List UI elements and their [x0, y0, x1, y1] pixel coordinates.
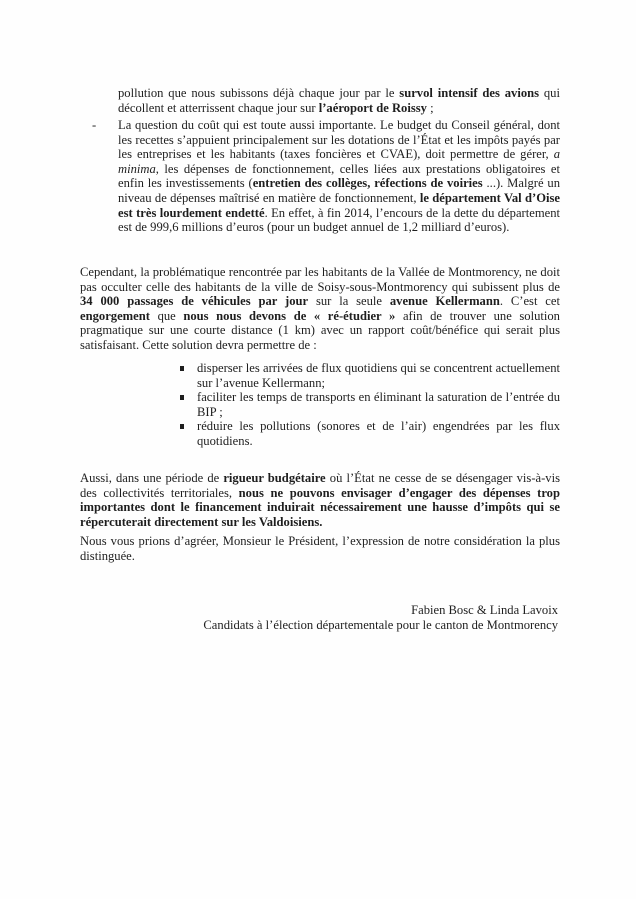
bullet-item [178, 419, 560, 448]
bold-text-run: 34 000 passages de véhicules par jour [80, 294, 309, 309]
bullet-item [178, 361, 560, 390]
bullet-item [178, 390, 560, 419]
bullet-text: disperser les arrivées de flux quotidiens qui se concentrent actuellement sur l’avenue Kellermann; [197, 361, 560, 390]
bold-text-run: entretien des collèges, réfections de voiries [252, 176, 483, 191]
bold-text-run: survol intensif des avions [399, 86, 540, 100]
text-run: qui décollent et atterrissent chaque jour sur [118, 86, 560, 115]
signature-title: Candidats à l’élection départementale pour le canton de Montmorency [203, 618, 558, 632]
bullet-text: réduire les pollutions (sonores et de l’air) engendrées par les flux quotidiens. [197, 419, 560, 448]
text-run: pollution que nous subissons déjà chaque jour par le [118, 86, 400, 100]
text-run: où l’État ne cesse de se désengager vis-à-vis des collectivités territoriales, [80, 471, 560, 500]
paragraph-budget [80, 471, 560, 529]
bold-text-run: nous ne pouvons envisager d’engager des dépenses trop importantes dont le financement induirait nécessairement une hausse d’impôts qui se répercuterait directement sur les Valdoisiens. [80, 485, 560, 529]
bold-text-run: l’aéroport de Roissy [318, 100, 427, 115]
text-run: . En effet, à fin 2014, l’encours de la dette du département est de 999,6 millions d’euros (pour un budget annuel de 1,2 milliard d’euros). [118, 205, 561, 235]
text-run: sur la seule [308, 294, 390, 309]
text-run: , les dépenses de fonctionnement, celles liées aux prestations obligatoires et enfin les investissements ( [118, 161, 560, 191]
square-bullet-icon [180, 395, 184, 400]
italic-text-run: a minima [118, 147, 560, 176]
text-run: Aussi, dans une période de [80, 471, 224, 485]
dash-item-text [118, 118, 560, 235]
bold-text-run: nous nous devons de « ré-étudier » [183, 308, 396, 323]
dash-marker: - [92, 118, 97, 132]
bullet-list [178, 361, 560, 449]
square-bullet-icon [180, 424, 184, 429]
text-run: Cependant, la problématique rencontrée par les habitants de la Vallée de Montmorency, ne doit pas occulter celle des habitants de la ville de Soisy-sous-Montmorency qui subissent plus de [80, 265, 560, 294]
continuation-text [118, 86, 560, 115]
signature-names: Fabien Bosc & Linda Lavoix [411, 603, 558, 617]
bold-text-run: le département Val d’Oise est très lourdement endetté [118, 190, 560, 220]
square-bullet-icon [180, 366, 184, 371]
bold-text-run: rigueur budgétaire [223, 471, 326, 485]
closing-formula: Nous vous prions d’agréer, Monsieur le Président, l’expression de notre considération la plus distinguée. [80, 534, 560, 563]
bold-text-run: avenue Kellermann [389, 294, 500, 309]
text-run: . C’est cet [499, 294, 560, 309]
dash-list-item [80, 118, 560, 235]
text-run: La question du coût qui est toute aussi importante. Le budget du Conseil général, dont les recettes s’appuient principalement sur les dotations de l’État et les impôts payés par les entreprises et les habitants (taxes foncières et CVAE), doit permettre de gérer, [118, 118, 560, 162]
bold-text-run: engorgement [80, 308, 150, 323]
text-run: ...). Malgré un niveau de dépenses maîtrisé en matière de fonctionnement, [118, 176, 560, 205]
text-run: afin de trouver une solution pragmatique sur une courte distance (1 km) avec un rapport coût/bénéfice qui serait plus satisfaisant. Cette solution devra permettre de : [80, 308, 560, 352]
text-run: ; [426, 100, 434, 115]
paragraph-traffic [80, 265, 560, 353]
bullet-text: faciliter les temps de transports en éliminant la saturation de l’entrée du BIP ; [197, 390, 560, 419]
text-run: que [149, 308, 184, 323]
